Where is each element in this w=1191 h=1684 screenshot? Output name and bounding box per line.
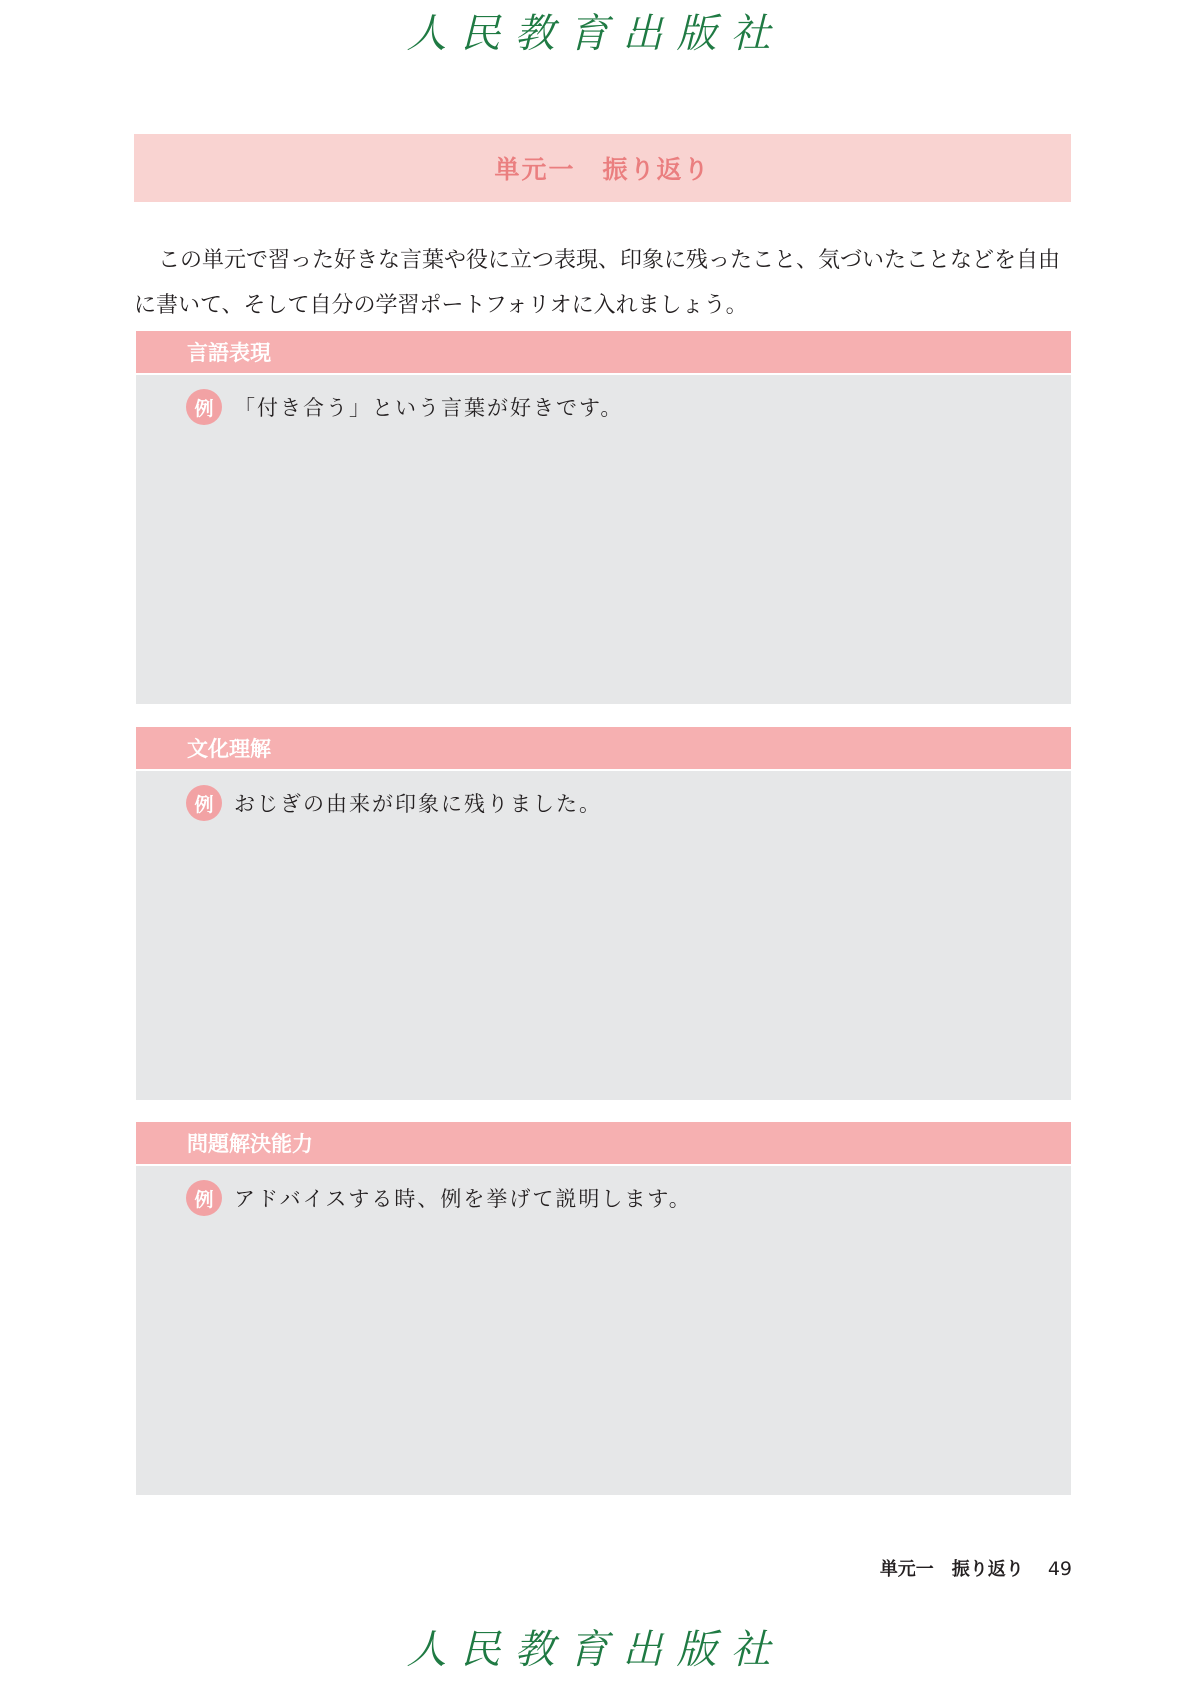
section-problem-solving xyxy=(136,1122,1071,1495)
example-text: 「付き合う」という言葉が好きです。 xyxy=(234,396,624,420)
section-writing-area[interactable] xyxy=(136,373,1071,704)
section-title: 問題解決能力 xyxy=(187,1132,313,1156)
section-title: 文化理解 xyxy=(187,737,271,761)
section-writing-area[interactable] xyxy=(136,1164,1071,1495)
section-language-expression xyxy=(136,331,1071,704)
example-badge: 例 xyxy=(186,1180,222,1216)
section-header xyxy=(136,1122,1071,1164)
example-row xyxy=(186,1180,692,1216)
page-footer xyxy=(800,1555,1072,1581)
example-badge: 例 xyxy=(186,785,222,821)
page-number: 49 xyxy=(1047,1558,1072,1580)
example-row xyxy=(186,389,623,425)
section-writing-area[interactable] xyxy=(136,769,1071,1100)
section-header xyxy=(136,331,1071,373)
example-row xyxy=(186,785,602,821)
intro-paragraph: この単元で習った好きな言葉や役に立つ表現、印象に残ったこと、気づいたことなどを自由に書いて、そして自分の学習ポートフォリオに入れましょう。 xyxy=(134,248,1061,318)
unit-title-bar xyxy=(134,134,1071,202)
footer-chapter-title: 単元一 振り返り xyxy=(879,1559,1024,1580)
section-cultural-understanding xyxy=(136,727,1071,1100)
section-title: 言語表現 xyxy=(187,341,271,365)
unit-title: 単元一 振り返り xyxy=(494,155,711,184)
publisher-logo-bottom: 人民教育出版社 xyxy=(406,1627,785,1673)
section-header xyxy=(136,727,1071,769)
example-text: アドバイスする時、例を挙げて説明します。 xyxy=(234,1187,692,1211)
publisher-logo-top: 人民教育出版社 xyxy=(406,11,785,57)
example-text: おじぎの由来が印象に残りました。 xyxy=(234,792,602,816)
example-badge: 例 xyxy=(186,389,222,425)
